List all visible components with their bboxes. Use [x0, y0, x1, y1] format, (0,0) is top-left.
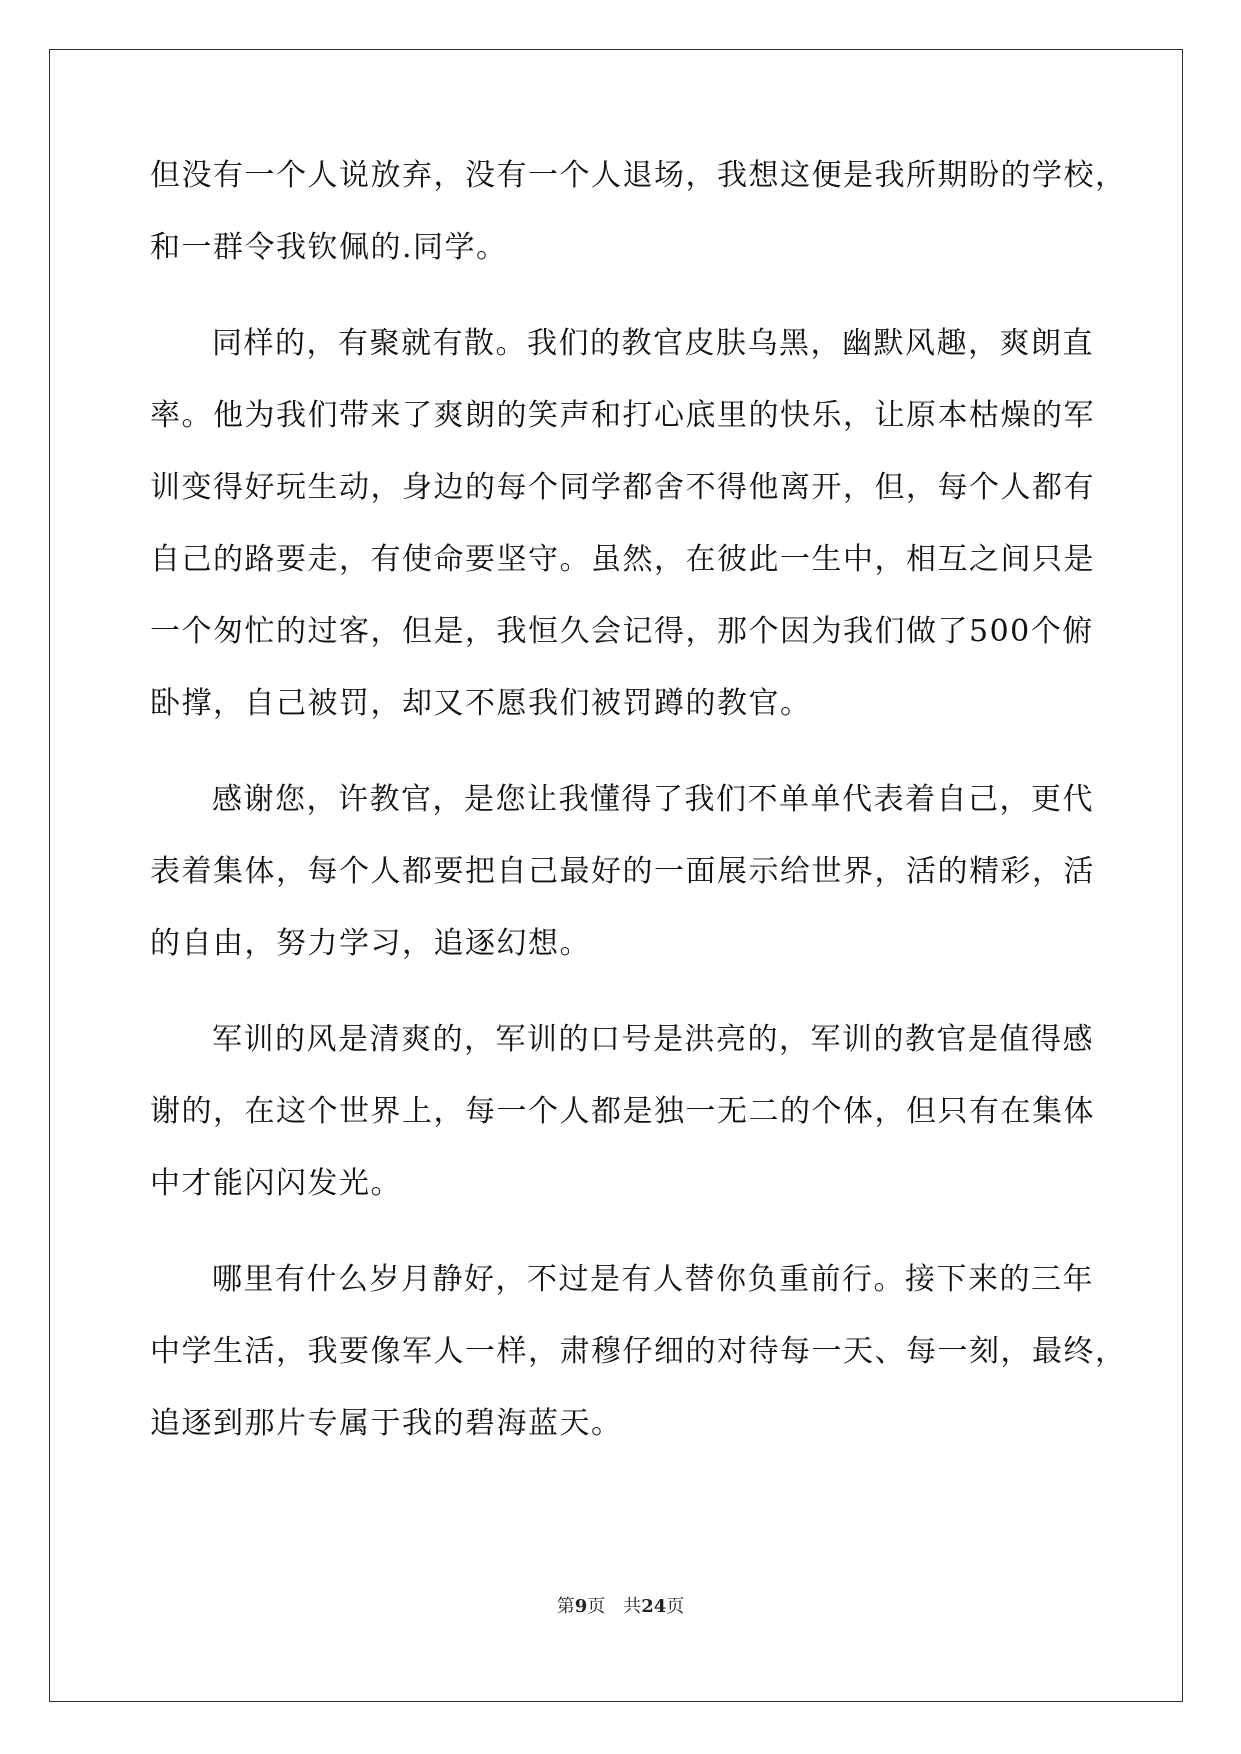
- text-line: 谢的，在这个世界上，每一个人都是独一无二的个体，但只有在集体: [150, 1094, 1095, 1129]
- text-line: 一个匆忙的过客，但是，我恒久会记得，那个因为我们做了500个俯: [150, 614, 1094, 649]
- text-line: 卧撑，自己被罚，却又不愿我们被罚蹲的教官。: [150, 686, 812, 721]
- text-line: 追逐到那片专属于我的碧海蓝天。: [150, 1406, 623, 1441]
- text-line: 率。他为我们带来了爽朗的笑声和打心底里的快乐，让原本枯燥的军: [150, 398, 1095, 433]
- text-line: 和一群令我钦佩的.同学。: [150, 230, 508, 265]
- page-footer: [0, 1596, 1241, 1618]
- paragraph-first-line: 感谢您，许教官，是您让我懂得了我们不单单代表着自己，更代: [212, 782, 1094, 817]
- page-suffix: 页: [587, 1596, 606, 1617]
- text-line: 表着集体，每个人都要把自己最好的一面展示给世界，活的精彩，活: [150, 854, 1095, 889]
- total-suffix: 页: [666, 1596, 685, 1617]
- text-line: 中才能闪闪发光。: [150, 1166, 402, 1201]
- text-line: 中学生活，我要像军人一样，肃穆仔细的对待每一天、每一刻，最终，: [150, 1334, 1127, 1369]
- text-line: 自己的路要走，有使命要坚守。虽然，在彼此一生中，相互之间只是: [150, 542, 1095, 577]
- text-line: 但没有一个人说放弃，没有一个人退场，我想这便是我所期盼的学校，: [150, 158, 1127, 193]
- text-line: 的自由，努力学习，追逐幻想。: [150, 926, 591, 961]
- paragraph-first-line: 军训的风是清爽的，军训的口号是洪亮的，军训的教官是值得感: [212, 1022, 1094, 1057]
- page-number: 9: [574, 1596, 588, 1617]
- total-prefix: 共: [623, 1596, 642, 1617]
- paragraph-first-line: 哪里有什么岁月静好，不过是有人替你负重前行。接下来的三年: [212, 1262, 1094, 1297]
- text-line: 训变得好玩生动，身边的每个同学都舍不得他离开，但，每个人都有: [150, 470, 1095, 505]
- paragraph-first-line: 同样的，有聚就有散。我们的教官皮肤乌黑，幽默风趣，爽朗直: [212, 326, 1094, 361]
- page-prefix: 第: [556, 1596, 575, 1617]
- total-pages: 24: [641, 1596, 667, 1617]
